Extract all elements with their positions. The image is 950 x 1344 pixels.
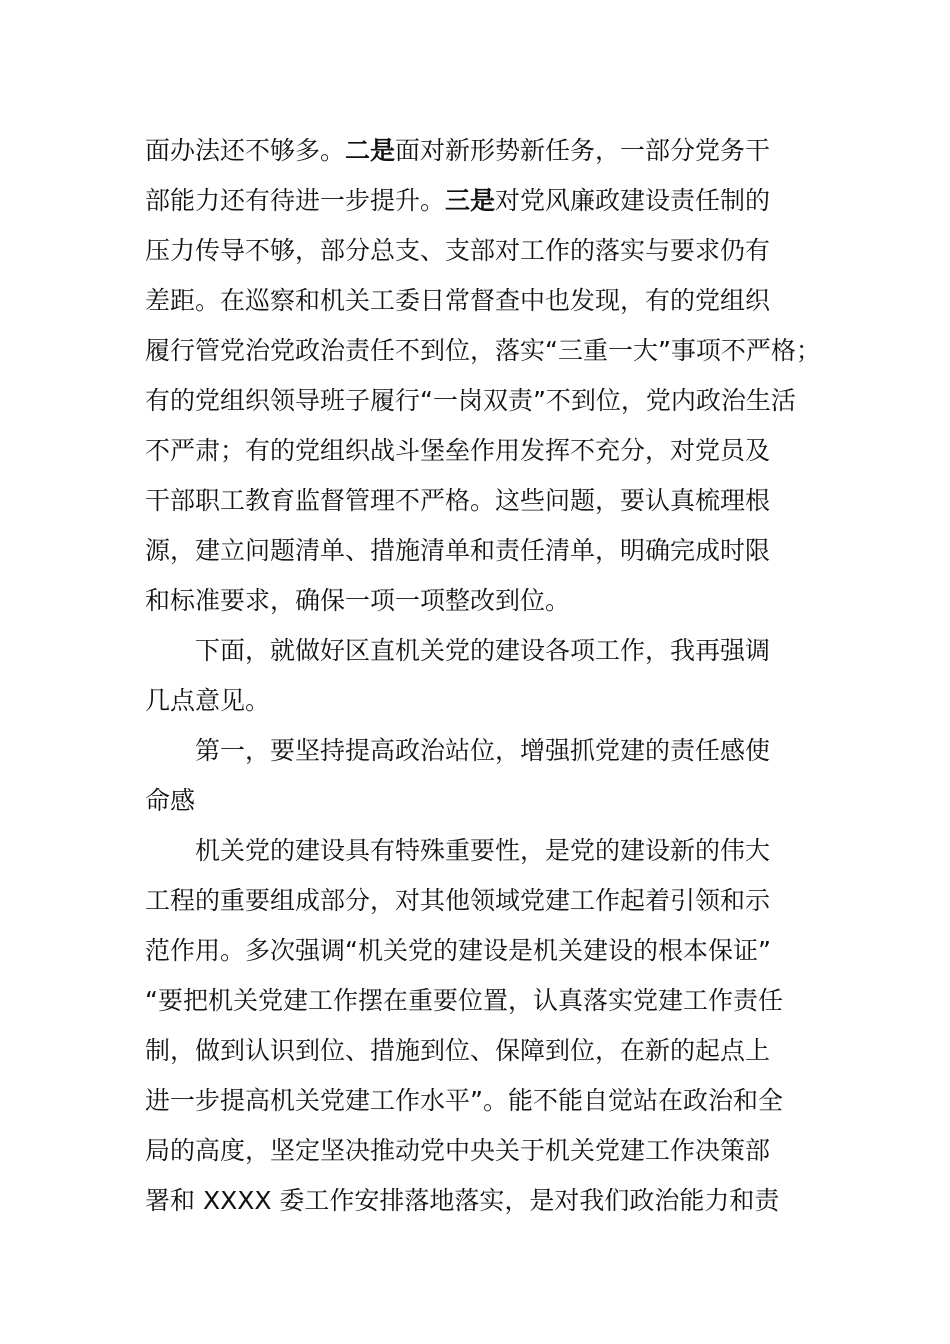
text-line — [145, 176, 835, 226]
text-line: 有的党组织领导班子履行“一岗双责”不到位，党内政治生活 — [145, 386, 796, 415]
bold-keyword: 三是 — [445, 186, 496, 215]
text-line: 范作用。多次强调“机关党的建设是机关建设的根本保证” — [145, 936, 771, 965]
text-line: 不严肃；有的党组织战斗堡垒作用发挥不充分，对党员及 — [145, 436, 771, 465]
section-heading-line: 命感 — [145, 786, 196, 815]
text-line — [145, 126, 835, 176]
text-run: 面办法还不够多。 — [145, 136, 346, 165]
text-line: 几点意见。 — [145, 686, 271, 715]
text-line: 压力传导不够，部分总支、支部对工作的落实与要求仍有 — [145, 236, 771, 265]
paragraph-first-line: 下面，就做好区直机关党的建设各项工作，我再强调 — [195, 636, 771, 665]
text-line: 源，建立问题清单、措施清单和责任清单，明确完成时限 — [145, 536, 771, 565]
text-line: 局的高度，坚定坚决推动党中央关于机关党建工作决策部 — [145, 1136, 771, 1165]
document-body — [145, 126, 835, 1226]
text-run: 面对新形势新任务，一部分党务干 — [395, 136, 771, 165]
text-line: 差距。在巡察和机关工委日常督查中也发现，有的党组织 — [145, 286, 771, 315]
paragraph-first-line: 机关党的建设具有特殊重要性，是党的建设新的伟大 — [195, 836, 771, 865]
text-line: 干部职工教育监督管理不严格。这些问题，要认真梳理根 — [145, 486, 771, 515]
text-line: “要把机关党建工作摆在重要位置，认真落实党建工作责任 — [145, 986, 783, 1015]
text-line: 和标准要求，确保一项一项整改到位。 — [145, 586, 571, 615]
bold-keyword: 二是 — [345, 136, 396, 165]
text-line: 署和 XXXX 委工作安排落地落实，是对我们政治能力和责 — [145, 1186, 780, 1215]
text-line: 工程的重要组成部分，对其他领域党建工作起着引领和示 — [145, 886, 771, 915]
text-run: 部能力还有待进一步提升。 — [145, 186, 446, 215]
text-run: 对党风廉政建设责任制的 — [495, 186, 771, 215]
text-line: 进一步提高机关党建工作水平”。能不能自觉站在政治和全 — [145, 1086, 783, 1115]
text-line: 履行管党治党政治责任不到位，落实“三重一大”事项不严格； — [145, 336, 821, 365]
text-line: 制，做到认识到位、措施到位、保障到位，在新的起点上 — [145, 1036, 771, 1065]
section-heading-line: 第一，要坚持提高政治站位，增强抓党建的责任感使 — [195, 736, 771, 765]
